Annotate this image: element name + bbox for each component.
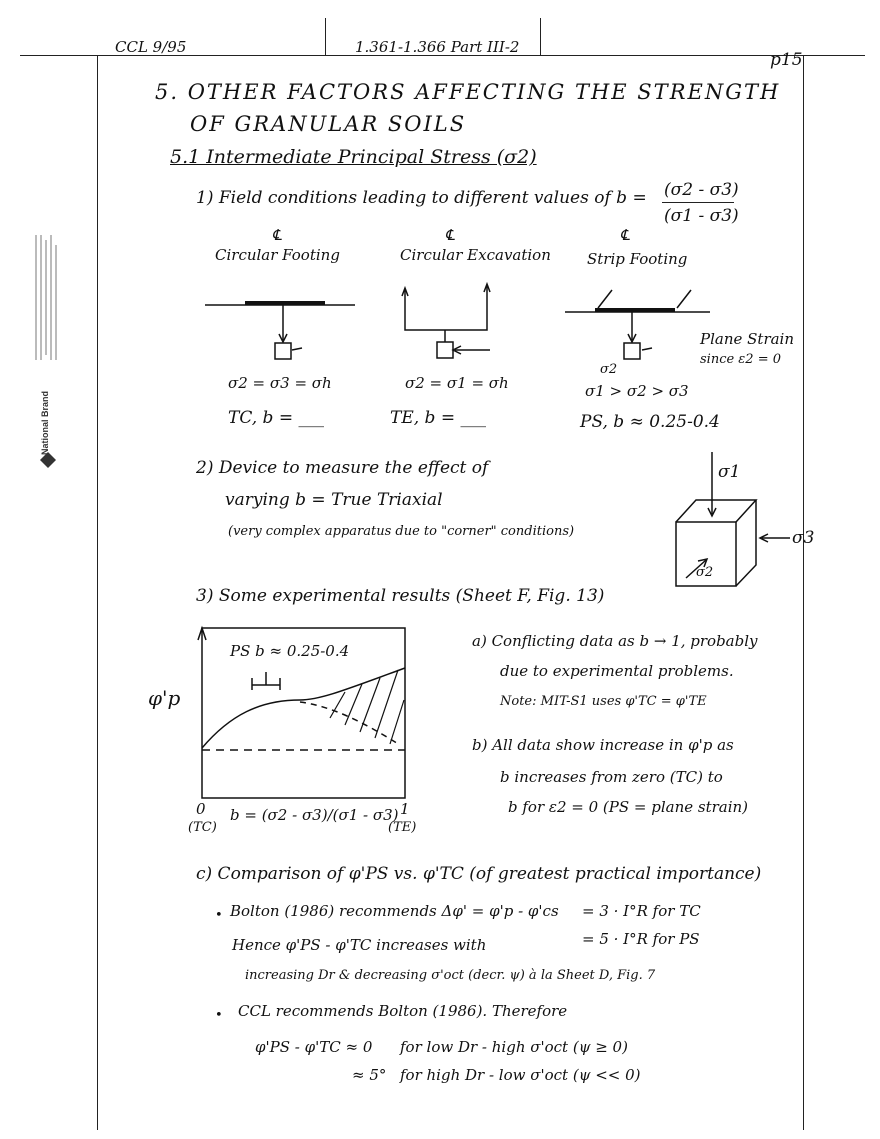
- item-c-line1: c) Comparison of φ'PS vs. φ'TC (of greatest practical importance): [196, 864, 762, 884]
- bolton-eq-tc: = 3 · I°R for TC: [582, 902, 701, 920]
- chart-x1-label: 1: [400, 800, 410, 818]
- case2-name: Circular Excavation: [400, 246, 551, 264]
- chart-y-axis-label: φ'p: [148, 686, 181, 710]
- note-a-line1: a) Conflicting data as b → 1, probably: [472, 632, 758, 650]
- result-row1-condition: for low Dr - high σ'oct (ψ ≥ 0): [400, 1038, 628, 1056]
- hence-line: Hence φ'PS - φ'TC increases with: [232, 936, 487, 954]
- bolton-bullet-icon: •: [215, 908, 223, 923]
- since-label: since ε2 = 0: [700, 352, 781, 367]
- sidebar-brand-text: National Brand: [40, 390, 50, 455]
- case3-sigma2-label: σ2: [600, 362, 618, 377]
- case2-centerline-icon: ℄: [445, 226, 455, 244]
- result-row2-condition: for high Dr - low σ'oct (ψ << 0): [400, 1066, 641, 1084]
- case3-name: Strip Footing: [587, 250, 688, 268]
- result-row2-equation: ≈ 5°: [352, 1066, 387, 1084]
- note-mit-s1: Note: MIT-S1 uses φ'TC = φ'TE: [500, 694, 707, 709]
- item2-line3: (very complex apparatus due to "corner" conditions): [228, 524, 575, 539]
- section-title-line2: OF GRANULAR SOILS: [190, 112, 467, 136]
- header-course: 1.361-1.366 Part III-2: [355, 38, 520, 56]
- item1-label: 1) Field conditions leading to different values of b =: [196, 188, 647, 208]
- cube-sigma2-label: σ2: [696, 565, 714, 580]
- bolton-recommendation: Bolton (1986) recommends Δφ' = φ'p - φ'cs: [230, 902, 559, 920]
- plane-strain-label: Plane Strain: [700, 330, 795, 348]
- cube-sigma3-label: σ3: [792, 528, 815, 548]
- ps-range-bracket: [252, 672, 280, 690]
- result-row1-equation: φ'PS - φ'TC ≈ 0: [255, 1038, 373, 1056]
- case3-result: PS, b ≈ 0.25-0.4: [580, 412, 720, 432]
- b-denominator: (σ1 - σ3): [664, 206, 739, 226]
- section-title-line1: 5. OTHER FACTORS AFFECTING THE STRENGTH: [155, 80, 781, 104]
- ps-b-range-label: PS b ≈ 0.25-0.4: [230, 642, 350, 660]
- ccl-bullet-icon: •: [215, 1008, 223, 1023]
- increasing-line: increasing Dr & decreasing σ'oct (decr. ψ) à la Sheet D, Fig. 7: [245, 968, 656, 983]
- case2-stress: σ2 = σ1 = σh: [405, 374, 509, 392]
- case2-result: TE, b = ___: [390, 408, 486, 428]
- note-b-line3: b for ε2 = 0 (PS = plane strain): [508, 798, 749, 816]
- chart-x0-sub: (TC): [188, 820, 217, 835]
- chart-x-axis-label: b = (σ2 - σ3)/(σ1 - σ3): [230, 806, 399, 824]
- header-date: CCL 9/95: [115, 38, 187, 56]
- chart-x1-sub: (TE): [388, 820, 417, 835]
- chart-hatching: [330, 670, 404, 744]
- case3-centerline-icon: ℄: [620, 226, 630, 244]
- cube-sigma1-label: σ1: [718, 462, 741, 482]
- case1-centerline-icon: ℄: [272, 226, 282, 244]
- subsection-heading: 5.1 Intermediate Principal Stress (σ2): [170, 146, 537, 168]
- case3-stress: σ1 > σ2 > σ3: [585, 382, 689, 400]
- item3-label: 3) Some experimental results (Sheet F, Fig. 13): [196, 586, 605, 606]
- note-a-line2: due to experimental problems.: [500, 662, 734, 680]
- case1-result: TC, b = ___: [228, 408, 324, 428]
- note-b-line2: b increases from zero (TC) to: [500, 768, 723, 786]
- b-numerator: (σ2 - σ3): [664, 180, 739, 200]
- chart-x0-label: 0: [196, 800, 206, 818]
- case1-stress: σ2 = σ3 = σh: [228, 374, 332, 392]
- header-page-number: p15: [770, 50, 803, 70]
- chart-upper-curve: [202, 668, 405, 748]
- item2-line1: 2) Device to measure the effect of: [196, 458, 489, 478]
- note-b-line1: b) All data show increase in φ'p as: [472, 736, 734, 754]
- bolton-eq-ps: = 5 · I°R for PS: [582, 930, 700, 948]
- case1-name: Circular Footing: [215, 246, 340, 264]
- ccl-recommendation: CCL recommends Bolton (1986). Therefore: [238, 1002, 568, 1020]
- item2-line2: varying b = True Triaxial: [225, 490, 443, 510]
